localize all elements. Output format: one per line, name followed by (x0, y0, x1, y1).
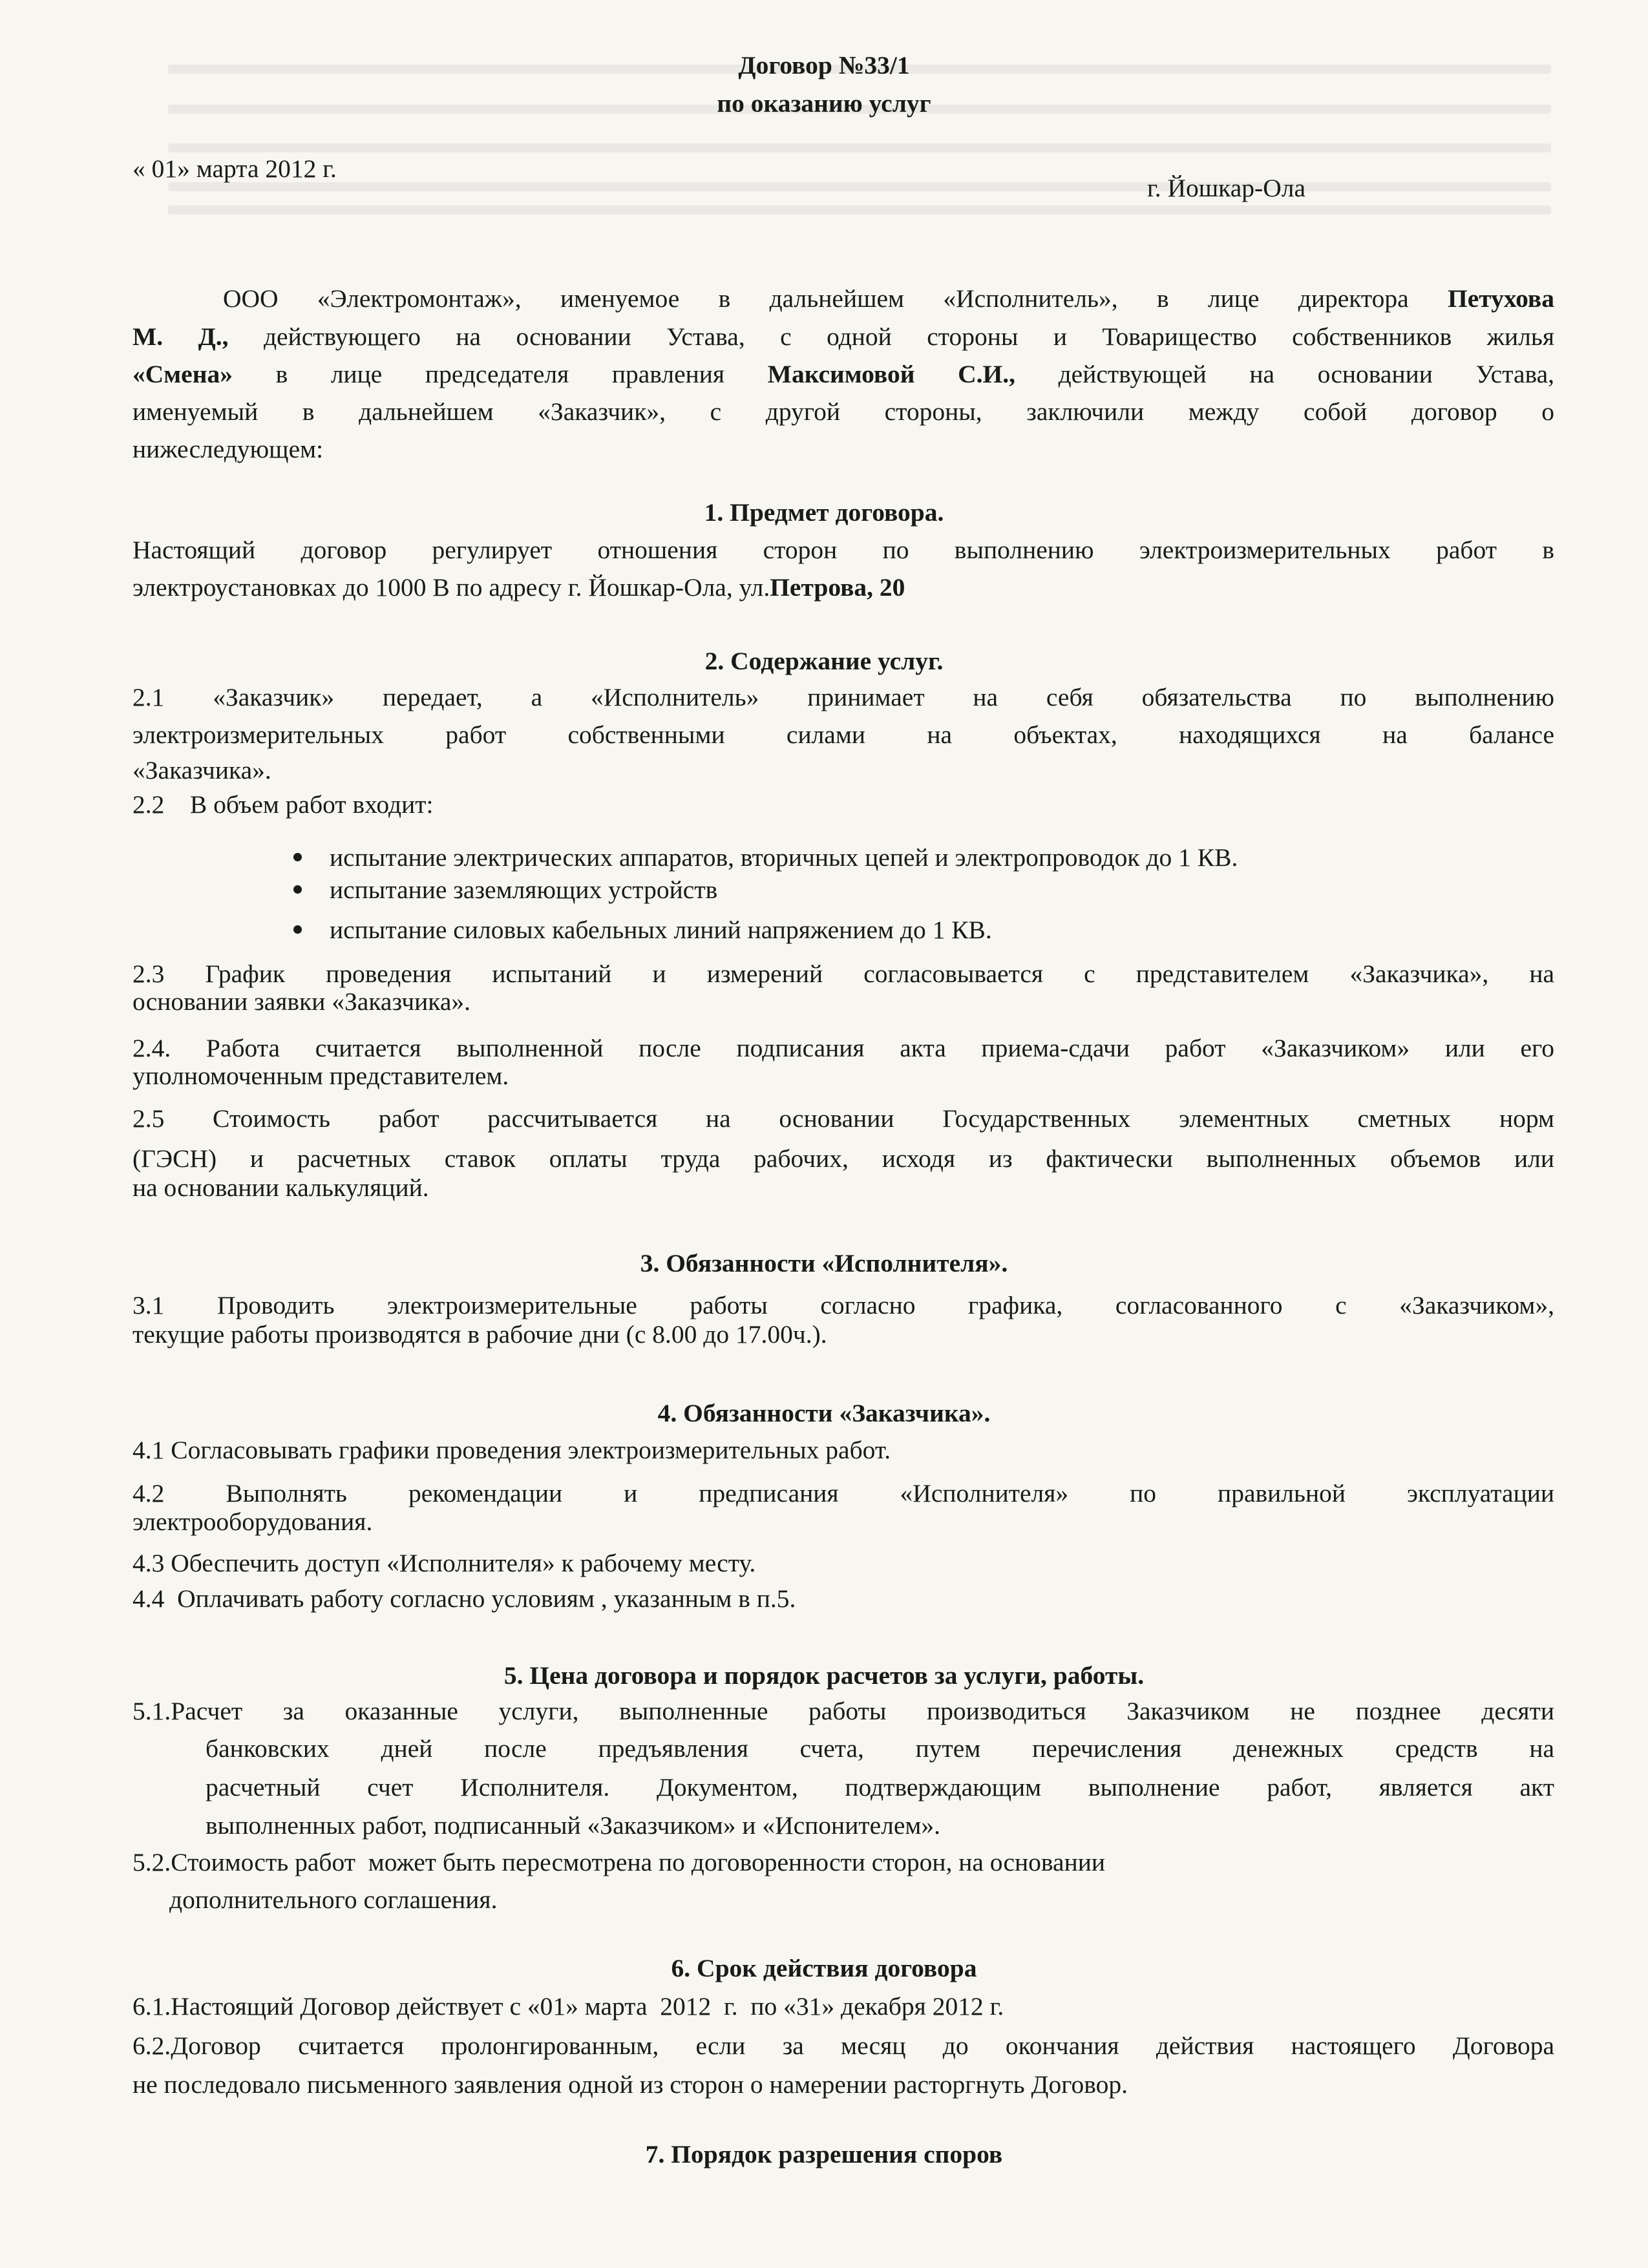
list-item: испытание заземляющих устройств (330, 871, 717, 908)
document-subtitle: по оказанию услуг (717, 89, 931, 118)
document-title: Договор №33/1 (738, 51, 910, 79)
clause-2-4-line: уполномоченным представителем. (132, 1062, 509, 1090)
clause-2-1-line: 2.1 «Заказчик» передает, а «Исполнитель» принимает на себя обязательства по выполнению (132, 683, 1554, 711)
clause-5-1-line: банковских дней после предъявления счета, путем перечисления денежных средств на (206, 1734, 1554, 1763)
clause-2-2: 2.2 В объем работ входит: (132, 790, 434, 819)
clause-5-2-line: 5.2.Стоимость работ может быть пересмотрена по договоренности сторон, на основании (132, 1848, 1105, 1876)
section-1-text-line: Настоящий договор регулирует отношения сторон по выполнению электроизмерительных работ в (132, 536, 1554, 564)
clause-6-1: 6.1.Настоящий Договор действует с «01» марта 2012 г. по «31» декабря 2012 г. (132, 1992, 1004, 2021)
preamble-line: именуемый в дальнейшем «Заказчик», с другой стороны, заключили между собой договор о (132, 397, 1554, 426)
section-1-text-line: электроустановках до 1000 В по адресу г. Йошкар-Ола, ул.Петрова, 20 (132, 573, 905, 602)
preamble-line: М. Д., действующего на основании Устава, с одной стороны и Товарищество собственников жилья (132, 322, 1554, 351)
bullet-icon (293, 925, 302, 934)
section-5-heading: 5. Цена договора и порядок расчетов за услуги, работы. (503, 1661, 1145, 1690)
section-6-heading: 6. Срок действия договора (671, 1954, 977, 1982)
bleed-through-line (168, 182, 1551, 191)
contract-date: « 01» марта 2012 г. (132, 154, 337, 183)
clause-4-4: 4.4 Оплачивать работу согласно условиям , указанным в п.5. (132, 1584, 796, 1613)
clause-4-2-line: электрооборудования. (132, 1507, 373, 1536)
clause-2-5-line: на основании калькуляций. (132, 1173, 429, 1202)
clause-2-3-line: основании заявки «Заказчика». (132, 987, 471, 1016)
preamble-line: «Смена» в лице председателя правления Максимовой С.И., действующей на основании Устава, (132, 360, 1555, 388)
clause-2-5-line: (ГЭСН) и расчетных ставок оплаты труда рабочих, исходя из фактически выполненных объемов или (132, 1144, 1554, 1173)
clause-6-2-line: не последовало письменного заявления одной из сторон о намерении расторгнуть Договор. (132, 2070, 1128, 2099)
bullet-icon (293, 885, 302, 894)
clause-3-1-line: 3.1 Проводить электроизмерительные работы согласно графика, согласованного с «Заказчиком», (132, 1291, 1554, 1319)
clause-2-1-line: «Заказчика». (132, 756, 271, 784)
section-1-heading: 1. Предмет договора. (704, 498, 944, 527)
list-item: испытание электрических аппаратов, вторичных цепей и электропроводок до 1 КВ. (330, 839, 1238, 876)
clause-2-1-line: электроизмерительных работ собственными силами на объектах, находящихся на балансе (132, 720, 1554, 749)
clause-5-1-line: расчетный счет Исполнителя. Документом, подтверждающим выполнение работ, является акт (206, 1773, 1554, 1801)
bleed-through-line (168, 205, 1551, 215)
clause-4-3: 4.3 Обеспечить доступ «Исполнителя» к рабочему месту. (132, 1549, 756, 1577)
section-3-heading: 3. Обязанности «Исполнителя». (640, 1249, 1008, 1277)
preamble-line: нижеследующем: (132, 435, 324, 463)
contract-city: г. Йошкар-Ола (1147, 174, 1305, 202)
clause-2-4-line: 2.4. Работа считается выполненной после подписания акта приема-сдачи работ «Заказчиком» или его (132, 1034, 1554, 1062)
bleed-through-line (168, 143, 1551, 152)
list-item: испытание силовых кабельных линий напряжением до 1 КВ. (330, 911, 992, 949)
clause-2-5-line: 2.5 Стоимость работ рассчитывается на основании Государственных элементных сметных норм (132, 1104, 1554, 1133)
section-2-heading: 2. Содержание услуг. (704, 647, 944, 675)
section-4-heading: 4. Обязанности «Заказчика». (657, 1399, 991, 1427)
clause-4-2-line: 4.2 Выполнять рекомендации и предписания «Исполнителя» по правильной эксплуатации (132, 1479, 1554, 1507)
clause-5-2-line: дополнительного соглашения. (169, 1885, 498, 1914)
section-7-heading: 7. Порядок разрешения споров (645, 2140, 1003, 2168)
clause-6-2-line: 6.2.Договор считается пролонгированным, если за месяц до окончания действия настоящего Договора (132, 2032, 1554, 2060)
bullet-icon (293, 853, 302, 861)
clause-2-3-line: 2.3 График проведения испытаний и измерений согласовывается с представителем «Заказчика», на (132, 960, 1554, 988)
clause-3-1-line: текущие работы производятся в рабочие дни (с 8.00 до 17.00ч.). (132, 1320, 827, 1349)
preamble-line: ООО «Электромонтаж», именуемое в дальнейшем «Исполнитель», в лице директора Петухова (223, 284, 1554, 313)
clause-5-1-line: 5.1.Расчет за оказанные услуги, выполненные работы производиться Заказчиком не позднее десяти (132, 1697, 1554, 1725)
clause-5-1-line: выполненных работ, подписанный «Заказчиком» и «Испонителем». (206, 1811, 940, 1840)
clause-4-1: 4.1 Согласовывать графики проведения электроизмерительных работ. (132, 1436, 891, 1464)
